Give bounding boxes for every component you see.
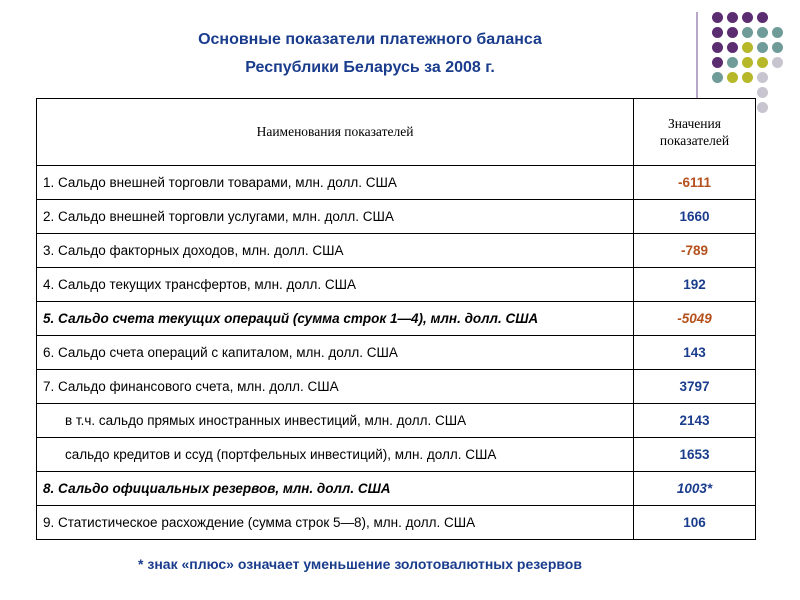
table-row xyxy=(37,506,756,540)
table-row xyxy=(37,438,756,472)
table-header-row xyxy=(37,99,756,166)
indicator-value: 2143 xyxy=(634,404,756,438)
decorative-dot xyxy=(727,57,738,68)
table-row xyxy=(37,404,756,438)
indicator-value: 106 xyxy=(634,506,756,540)
page-title xyxy=(120,26,620,82)
decorative-dot xyxy=(757,72,768,83)
indicator-name: 3. Сальдо факторных доходов, млн. долл. США xyxy=(37,234,634,268)
decorative-dot xyxy=(727,27,738,38)
footnote: * знак «плюс» означает уменьшение золотовалютных резервов xyxy=(138,556,582,572)
indicator-name: 5. Сальдо счета текущих операций (сумма строк 1—4), млн. долл. США xyxy=(37,302,634,336)
decorative-dot xyxy=(727,12,738,23)
indicator-name: 9. Статистическое расхождение (сумма строк 5—8), млн. долл. США xyxy=(37,506,634,540)
indicator-value: 192 xyxy=(634,268,756,302)
indicator-name: 8. Сальдо официальных резервов, млн. долл. США xyxy=(37,472,634,506)
table-row xyxy=(37,268,756,302)
table-row xyxy=(37,166,756,200)
indicator-name: 4. Сальдо текущих трансфертов, млн. долл. США xyxy=(37,268,634,302)
indicator-value: 3797 xyxy=(634,370,756,404)
table-row xyxy=(37,302,756,336)
decorative-dot xyxy=(742,57,753,68)
header-value-line-2: показателей xyxy=(659,133,730,148)
indicator-value: 1660 xyxy=(634,200,756,234)
decorative-dot xyxy=(727,72,738,83)
indicator-value: 1003* xyxy=(634,472,756,506)
decorative-dot xyxy=(757,102,768,113)
indicator-value: -5049 xyxy=(634,302,756,336)
decorative-dot xyxy=(742,27,753,38)
decorative-dot xyxy=(712,72,723,83)
indicator-name: в т.ч. сальдо прямых иностранных инвестиций, млн. долл. США xyxy=(37,404,634,438)
table-row xyxy=(37,472,756,506)
decorative-dot xyxy=(712,12,723,23)
header-indicator-name: Наименования показателей xyxy=(37,99,634,166)
table-row xyxy=(37,234,756,268)
decorative-dot xyxy=(712,57,723,68)
decorative-dot xyxy=(757,12,768,23)
decorative-dot xyxy=(757,57,768,68)
indicator-name: 1. Сальдо внешней торговли товарами, млн. долл. США xyxy=(37,166,634,200)
indicator-value: 1653 xyxy=(634,438,756,472)
indicator-value: -789 xyxy=(634,234,756,268)
decorative-dot xyxy=(742,12,753,23)
balance-table xyxy=(36,98,756,540)
indicator-name: 6. Сальдо счета операций с капиталом, млн. долл. США xyxy=(37,336,634,370)
decorative-dot xyxy=(757,27,768,38)
header-value-line-1: Значения xyxy=(668,116,721,131)
indicator-name: 7. Сальдо финансового счета, млн. долл. США xyxy=(37,370,634,404)
title-line-1: Основные показатели платежного баланса xyxy=(198,31,542,48)
decorative-dot xyxy=(727,42,738,53)
decorative-dot xyxy=(757,87,768,98)
indicator-value: 143 xyxy=(634,336,756,370)
decorative-dot xyxy=(772,27,783,38)
decorative-dot xyxy=(742,42,753,53)
table-row xyxy=(37,370,756,404)
table-row xyxy=(37,200,756,234)
header-indicator-value xyxy=(634,99,756,166)
decorative-dot xyxy=(772,57,783,68)
indicator-value: -6111 xyxy=(634,166,756,200)
indicator-name: 2. Сальдо внешней торговли услугами, млн. долл. США xyxy=(37,200,634,234)
title-line-2: Республики Беларусь за 2008 г. xyxy=(245,59,495,76)
table-row xyxy=(37,336,756,370)
indicator-name: сальдо кредитов и ссуд (портфельных инвестиций), млн. долл. США xyxy=(37,438,634,472)
decorative-dot xyxy=(712,42,723,53)
decorative-dot xyxy=(742,72,753,83)
decorative-dot xyxy=(712,27,723,38)
decorative-dot xyxy=(757,42,768,53)
decorative-dot xyxy=(772,42,783,53)
